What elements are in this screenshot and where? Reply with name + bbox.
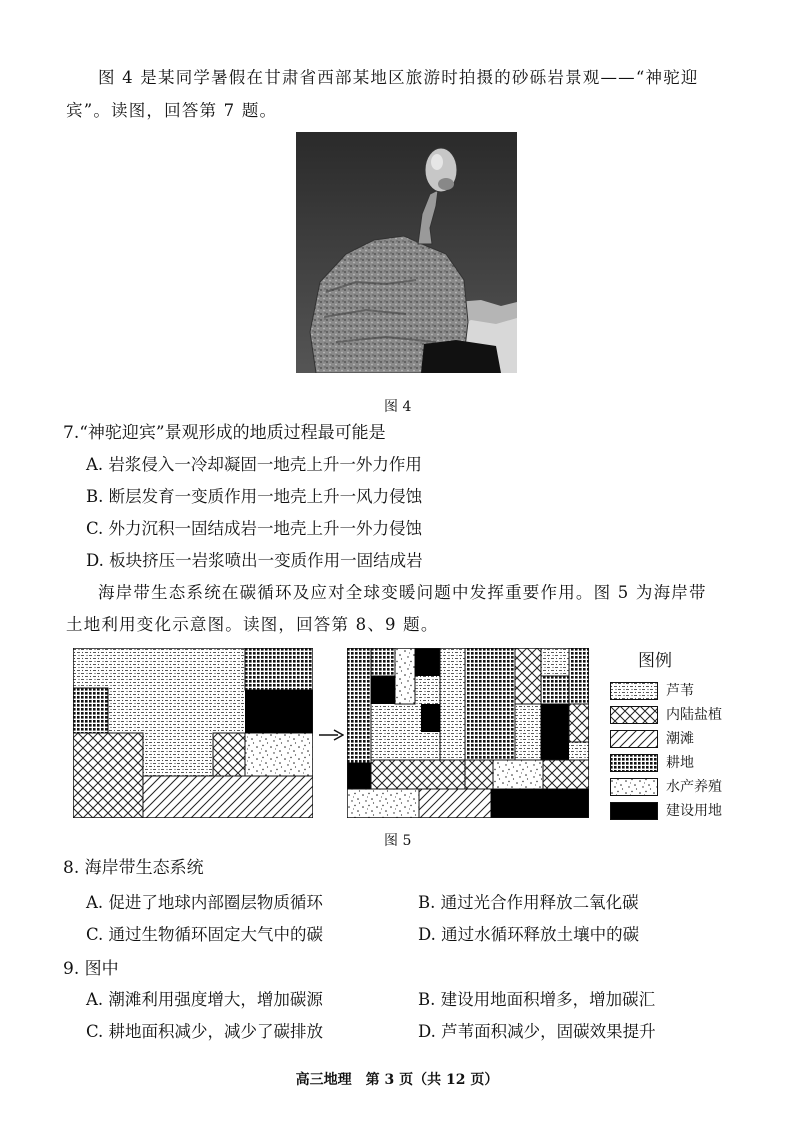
land-use-map-before — [73, 648, 313, 818]
legend-item-construction — [610, 802, 770, 820]
legend-label-tidal-flat: 潮滩 — [666, 731, 694, 747]
tidal-flat-swatch-icon — [610, 730, 658, 748]
arrow-right-icon — [318, 728, 344, 742]
q8-option-b[interactable]: B. 通过光合作用释放二氧化碳 — [418, 893, 639, 912]
legend-item-aquaculture — [610, 778, 770, 796]
legend-label-construction: 建设用地 — [666, 803, 722, 819]
q7-option-b[interactable]: B. 断层发育一变质作用一地壳上升一风力侵蚀 — [86, 487, 423, 506]
legend-title: 图例 — [638, 651, 672, 671]
figure5-caption: 图 5 — [384, 833, 412, 849]
reed-swatch-icon — [610, 682, 658, 700]
q9-option-a[interactable]: A. 潮滩利用强度增大，增加碳源 — [86, 990, 323, 1009]
q7-option-d[interactable]: D. 板块挤压一岩浆喷出一变质作用一固结成岩 — [86, 551, 423, 570]
farmland-swatch-icon — [610, 754, 658, 772]
figure4-caption: 图 4 — [384, 399, 412, 415]
intro-fig4-line1: 图 4 是某同学暑假在甘肃省西部某地区旅游时拍摄的砂砾岩景观——“神驼迎 — [98, 68, 699, 87]
q9-option-b[interactable]: B. 建设用地面积增多，增加碳汇 — [418, 990, 656, 1009]
legend-label-reed: 芦苇 — [666, 683, 694, 699]
q7-option-a[interactable]: A. 岩浆侵入一冷却凝固一地壳上升一外力作用 — [86, 455, 422, 474]
legend-item-farmland — [610, 754, 770, 772]
land-use-map-after — [347, 648, 589, 818]
legend-item-reed — [610, 682, 770, 700]
construction-swatch-icon — [610, 802, 658, 820]
q9-option-c[interactable]: C. 耕地面积减少，减少了碳排放 — [86, 1022, 324, 1041]
intro-fig4-line2: 宾”。读图，回答第 7 题。 — [66, 101, 278, 120]
page-footer: 高三地理 第 3 页（共 12 页） — [295, 1072, 499, 1088]
q9-stem: 9. 图中 — [63, 959, 119, 979]
intro-fig5-line2: 土地利用变化示意图。读图，回答第 8、9 题。 — [66, 615, 439, 634]
legend-label-inland-salt: 内陆盐植 — [666, 707, 722, 723]
legend-item-inland-salt — [610, 706, 770, 724]
legend-item-tidal-flat — [610, 730, 770, 748]
intro-fig5-line1: 海岸带生态系统在碳循环及应对全球变暖问题中发挥重要作用。图 5 为海岸带 — [98, 583, 707, 602]
salt-plant-swatch-icon — [610, 706, 658, 724]
q8-option-c[interactable]: C. 通过生物循环固定大气中的碳 — [86, 925, 324, 944]
q8-stem: 8. 海岸带生态系统 — [63, 858, 204, 878]
legend-label-aquaculture: 水产养殖 — [666, 779, 722, 795]
map-legend — [606, 646, 766, 826]
q8-option-d[interactable]: D. 通过水循环释放土壤中的碳 — [418, 925, 640, 944]
q8-option-a[interactable]: A. 促进了地球内部圈层物质循环 — [86, 893, 323, 912]
q9-option-d[interactable]: D. 芦苇面积减少，固碳效果提升 — [418, 1022, 656, 1041]
aquaculture-swatch-icon — [610, 778, 658, 796]
sandstone-rock-photo — [296, 132, 517, 373]
legend-label-farmland: 耕地 — [666, 755, 694, 771]
q7-option-c[interactable]: C. 外力沉积一固结成岩一地壳上升一外力侵蚀 — [86, 519, 423, 538]
q7-stem: 7.“神驼迎宾”景观形成的地质过程最可能是 — [63, 423, 386, 443]
